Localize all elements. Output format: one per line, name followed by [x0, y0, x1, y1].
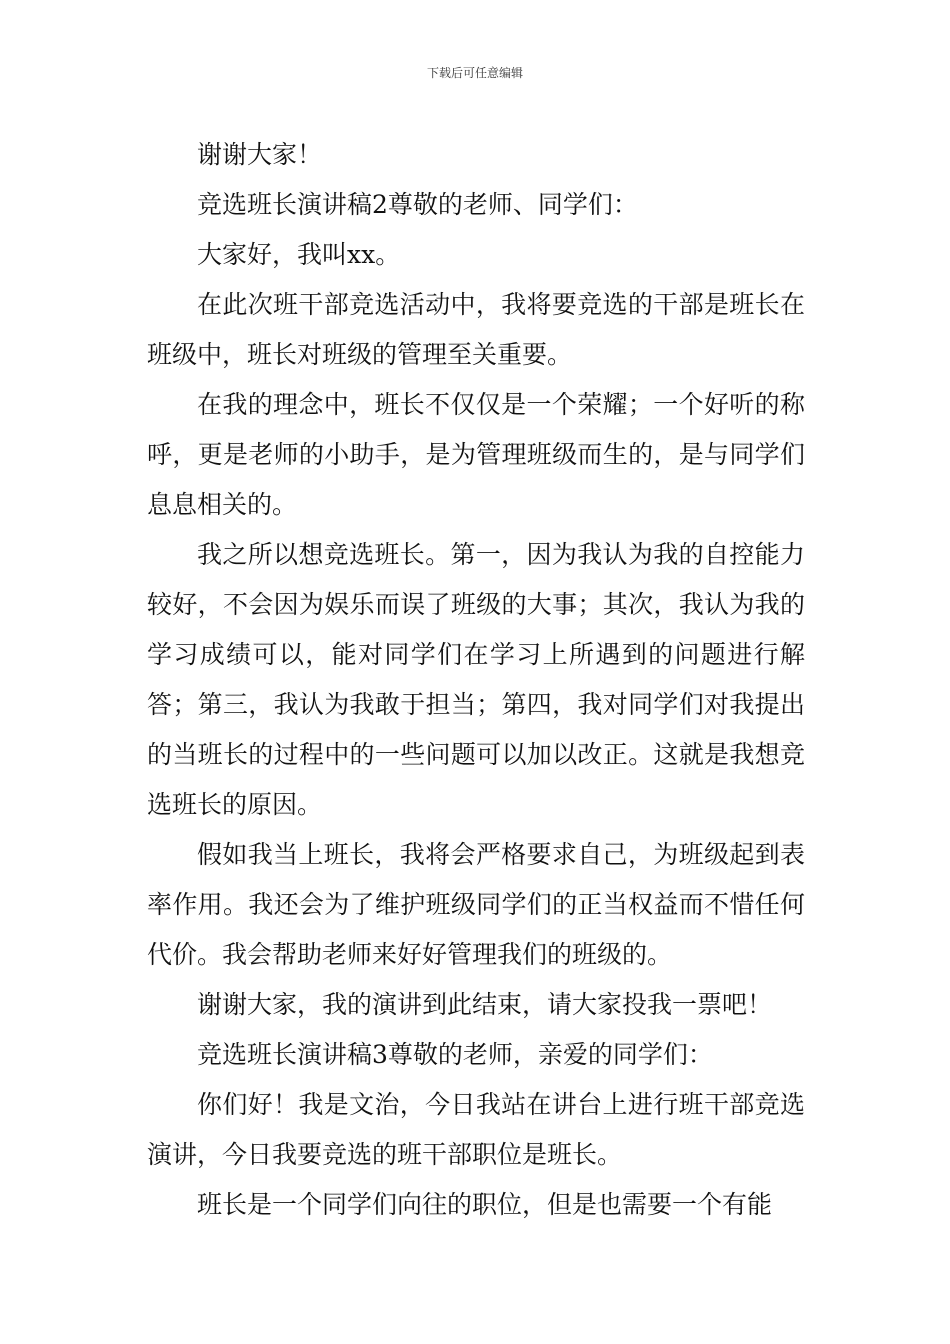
paragraph-closing: 谢谢大家，我的演讲到此结束，请大家投我一票吧！ [197, 990, 773, 1019]
paragraph-speech-2-title: 竞选班长演讲稿2尊敬的老师、同学们： [197, 190, 638, 219]
paragraph-speech-3-title: 竞选班长演讲稿3尊敬的老师，亲爱的同学们： [197, 1040, 713, 1069]
paragraph-thanks: 谢谢大家！ [197, 140, 323, 169]
paragraph-greeting: 大家好，我叫xx。 [197, 240, 401, 269]
paragraph-philosophy: 在我的理念中，班长不仅仅是一个荣耀；一个好听的称呼，更是老师的小助手，是为管理班级而生的，是与同学们息息相关的。 [147, 390, 805, 519]
paragraph-promise: 假如我当上班长，我将会严格要求自己，为班级起到表率作用。我还会为了维护班级同学们的正当权益而不惜任何代价。我会帮助老师来好好管理我们的班级的。 [147, 840, 805, 969]
paragraph-position: 在此次班干部竞选活动中，我将要竞选的干部是班长在班级中，班长对班级的管理至关重要。 [147, 290, 805, 369]
paragraph-reasons: 我之所以想竞选班长。第一，因为我认为我的自控能力较好，不会因为娱乐而误了班级的大事；其次，我认为我的学习成绩可以，能对同学们在学习上所遇到的问题进行解答；第三，我认为我敢于担当；第四，我对同学们对我提出的当班长的过程中的一些问题可以加以改正。这就是我想竞选班长的原因。 [147, 540, 805, 819]
document-body [147, 130, 805, 1230]
paragraph-continuation: 班长是一个同学们向往的职位，但是也需要一个有能 [197, 1190, 773, 1219]
paragraph-introduction: 你们好！我是文治，今日我站在讲台上进行班干部竞选演讲，今日我要竞选的班干部职位是班长。 [147, 1090, 805, 1169]
page-header: 下载后可任意编辑 [426, 66, 523, 80]
